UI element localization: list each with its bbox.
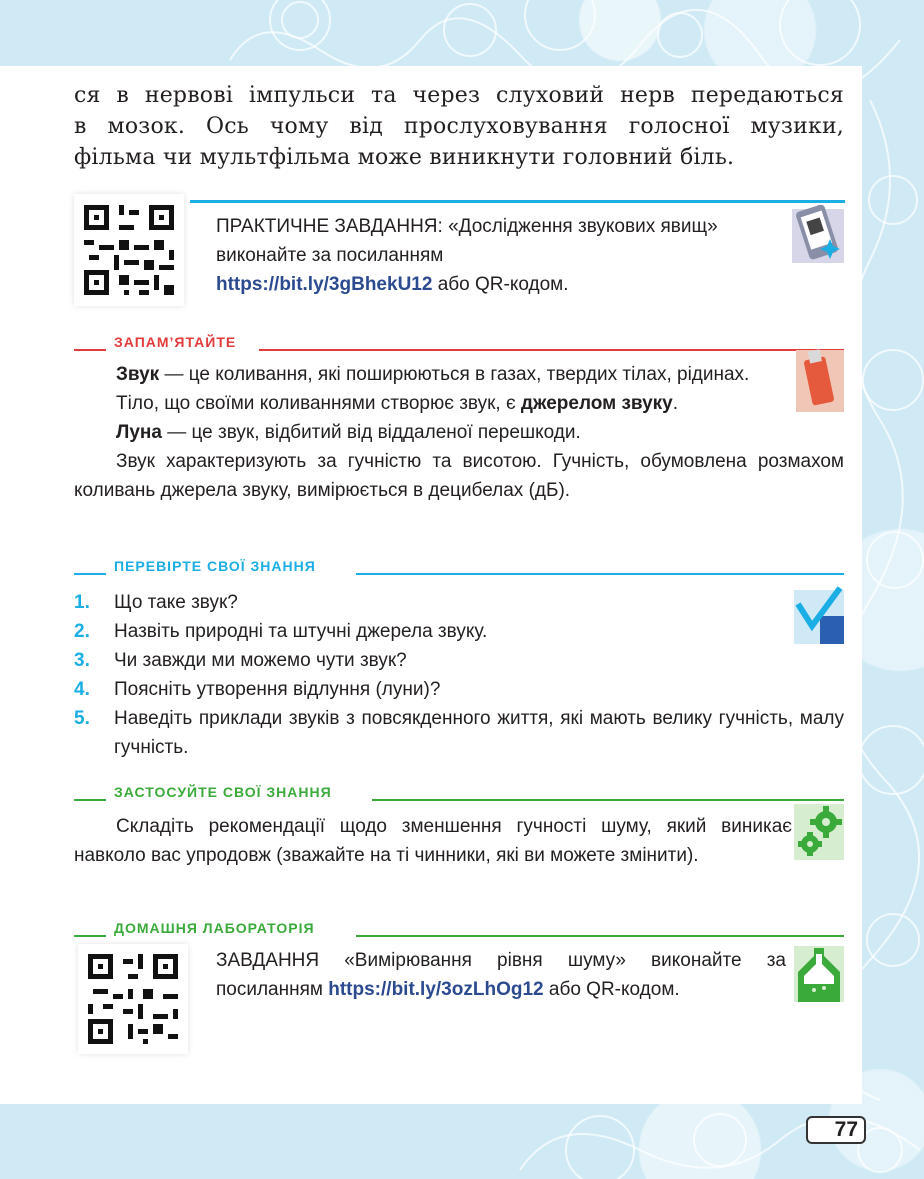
- definition-source-end: .: [672, 393, 679, 414]
- remember-definition-source: [74, 389, 844, 418]
- remember-heading: [74, 334, 844, 354]
- question-number: 2.: [74, 621, 90, 642]
- definition-echo-text: — це звук, відбитий від віддаленої перешкоди.: [167, 422, 581, 443]
- check-rule: [356, 573, 844, 575]
- question-item: [74, 704, 844, 762]
- remember-title: ЗАПАМ’ЯТАЙТЕ: [114, 334, 237, 350]
- homelab-rule: [356, 935, 844, 937]
- intro-line-2: в мозок. Ось чому від прослуховування голосної музики,: [74, 114, 844, 139]
- definition-source-text: Тіло, що своїми коливаннями створює звук, є: [116, 393, 516, 414]
- check-heading: [74, 558, 844, 578]
- homelab-title: ДОМАШНЯ ЛАБОРАТОРІЯ: [114, 920, 315, 936]
- lab-flask-icon: [794, 946, 844, 1002]
- intro-line-1: ся в нервові імпульси та через слуховий нерв передаються: [74, 83, 844, 108]
- remember-definition-echo: [74, 418, 844, 447]
- practical-task-link[interactable]: https://bit.ly/3gBhekU12: [216, 274, 433, 295]
- qr-code-icon: [78, 944, 188, 1054]
- apply-title: ЗАСТОСУЙТЕ СВОЇ ЗНАННЯ: [114, 784, 332, 800]
- term-echo: Луна: [116, 422, 162, 443]
- question-item: [74, 646, 844, 675]
- intro-line-3: фільма чи мультфільма може виникнути головний біль.: [74, 145, 735, 170]
- intro-paragraph: [74, 80, 844, 173]
- check-title: ПЕРЕВІРТЕ СВОЇ ЗНАННЯ: [114, 558, 316, 574]
- apply-dash: [74, 799, 106, 801]
- question-item: [74, 617, 844, 646]
- remember-rule: [259, 349, 844, 351]
- question-number: 5.: [74, 708, 90, 729]
- questions-list: [74, 588, 844, 762]
- term-sound-source: джерелом звуку: [520, 393, 673, 414]
- practical-task-text: ПРАКТИЧНЕ ЗАВДАННЯ: «Дослідження звукових явищ» виконайте за посиланням: [216, 216, 718, 266]
- definition-sound-text: — це коливання, які поширюються в газах, твердих тілах, рідинах.: [164, 364, 750, 385]
- question-text: Що таке звук?: [114, 592, 238, 613]
- homelab-task: [216, 946, 786, 1004]
- practical-task: [216, 212, 776, 299]
- homelab-task-text: ЗАВДАННЯ «Вимірювання рівня шуму» виконайте за посиланням: [216, 950, 786, 1000]
- gears-icon: [794, 804, 844, 860]
- question-number: 3.: [74, 650, 90, 671]
- practical-task-suffix: або QR-кодом.: [437, 274, 569, 295]
- question-text: Назвіть природні та штучні джерела звуку.: [114, 621, 488, 642]
- homelab-heading: [74, 920, 844, 940]
- homelab-task-suffix: або QR-кодом.: [548, 979, 680, 1000]
- practical-qr-code[interactable]: [74, 194, 184, 306]
- remember-body: [74, 360, 844, 505]
- remember-loudness: Звук характеризують за гучністю та висотою. Гучність, обумовлена розмахом коливань джерела звуку, вимірюється в децибелах (дБ).: [74, 451, 844, 501]
- remember-dash: [74, 349, 106, 351]
- apply-text: Складіть рекомендації щодо зменшення гучності шуму, який виникає навколо вас упродовж (зважайте на ті чинники, які ви можете змінити).: [74, 816, 792, 866]
- homelab-dash: [74, 935, 106, 937]
- question-item: [74, 588, 844, 617]
- remember-definition-sound: [74, 360, 844, 389]
- question-text: Наведіть приклади звуків з повсякденного життя, які мають велику гучність, малу гучність.: [114, 708, 844, 758]
- apply-body: [74, 812, 792, 870]
- qr-code-icon: [74, 194, 184, 306]
- question-item: [74, 675, 844, 704]
- apply-rule: [372, 799, 844, 801]
- page-number: 77: [806, 1116, 866, 1144]
- question-text: Чи завжди ми можемо чути звук?: [114, 650, 407, 671]
- tablet-qr-icon: [790, 205, 846, 267]
- check-dash: [74, 573, 106, 575]
- apply-heading: [74, 784, 844, 804]
- question-number: 1.: [74, 592, 90, 613]
- homelab-task-link[interactable]: https://bit.ly/3ozLhOg12: [328, 979, 544, 1000]
- homelab-qr-code[interactable]: [78, 944, 188, 1054]
- term-sound: Звук: [116, 364, 160, 385]
- question-number: 4.: [74, 679, 90, 700]
- question-text: Поясніть утворення відлуння (луни)?: [114, 679, 441, 700]
- practical-task-rule: [190, 200, 845, 203]
